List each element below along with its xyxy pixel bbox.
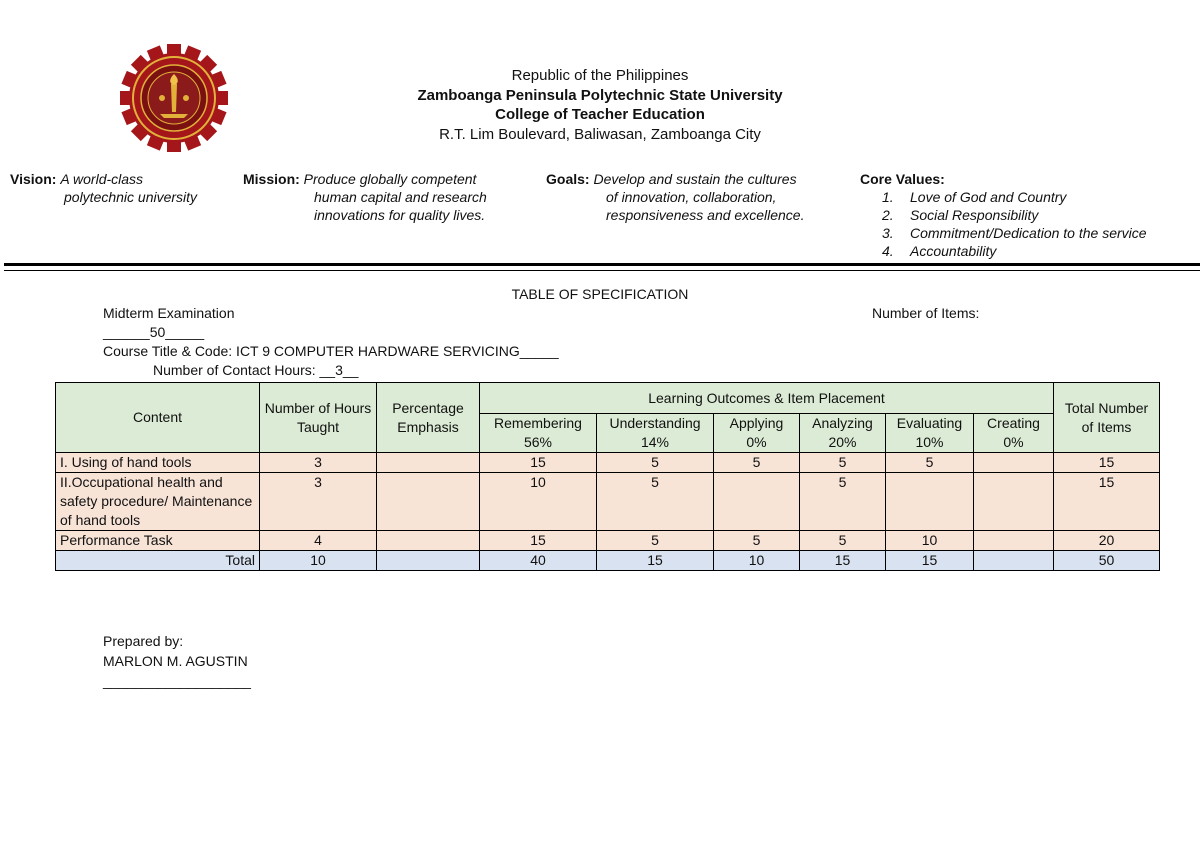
cell-hours: 4	[260, 531, 377, 551]
cell-app: 5	[714, 453, 800, 473]
total-ana: 15	[800, 551, 886, 571]
cell-pct	[377, 473, 480, 531]
header-total: Total Number of Items	[1054, 383, 1160, 453]
core-value-item: 2. Social Responsibility	[882, 207, 1039, 223]
cell-content: I. Using of hand tools	[56, 453, 260, 473]
total-rem: 40	[480, 551, 597, 571]
cell-eva: 10	[886, 531, 974, 551]
goals-line-3: responsiveness and excellence.	[606, 207, 805, 223]
total-items: 50	[1054, 551, 1160, 571]
header-level: Applying 0%	[714, 414, 800, 453]
address-line: R.T. Lim Boulevard, Baliwasan, Zamboanga City	[439, 125, 761, 143]
specification-table	[55, 382, 1160, 571]
items-value: ______50_____	[103, 324, 205, 340]
cell-ana: 5	[800, 453, 886, 473]
mission-label: Mission:	[243, 171, 300, 187]
cell-und: 5	[597, 453, 714, 473]
cell-rem: 10	[480, 473, 597, 531]
vision-label: Vision:	[10, 171, 57, 187]
goals-label: Goals:	[546, 171, 590, 187]
vision-line-1: A world-class	[60, 171, 144, 187]
cell-rem: 15	[480, 531, 597, 551]
goals-line-2: of innovation, collaboration,	[606, 189, 777, 205]
table-header-row	[56, 383, 1160, 414]
core-values-block	[860, 170, 1147, 260]
tos-title: TABLE OF SPECIFICATION	[511, 286, 689, 302]
total-pct	[377, 551, 480, 571]
cell-cre	[974, 473, 1054, 531]
mission-line-1: Produce globally competent	[303, 171, 477, 187]
table-row	[56, 453, 1160, 473]
college-name: College of Teacher Education	[495, 106, 705, 123]
mission-line-2: human capital and research	[314, 189, 487, 205]
header-divider-thin	[4, 270, 1200, 271]
vision-line-2: polytechnic university	[64, 189, 198, 205]
cell-cre	[974, 453, 1054, 473]
items-label: Number of Items:	[872, 305, 980, 321]
header-level: Evaluating 10%	[886, 414, 974, 453]
core-values-label: Core Values:	[860, 171, 945, 187]
course-title: Course Title & Code: ICT 9 COMPUTER HARDWARE SERVICING_____	[103, 343, 559, 359]
preparer-name: MARLON M. AGUSTIN	[103, 653, 248, 669]
university-seal-logo	[120, 44, 228, 152]
table-row	[56, 473, 1160, 531]
cell-pct	[377, 453, 480, 473]
cell-app	[714, 473, 800, 531]
goals-block	[546, 170, 804, 224]
mission-block	[243, 170, 487, 224]
header-content: Content	[56, 383, 260, 453]
table-total-row	[56, 551, 1160, 571]
core-values-list	[860, 188, 1147, 260]
cell-hours: 3	[260, 453, 377, 473]
core-value-item: 4. Accountability	[882, 243, 997, 259]
table-row	[56, 531, 1160, 551]
cell-app: 5	[714, 531, 800, 551]
signature-line: ___________________	[103, 673, 251, 689]
cell-und: 5	[597, 531, 714, 551]
total-cre	[974, 551, 1054, 571]
goals-line-1: Develop and sustain the cultures	[593, 171, 797, 187]
cell-eva: 5	[886, 453, 974, 473]
cell-total: 15	[1054, 473, 1160, 531]
header-hours: Number of Hours Taught	[260, 383, 377, 453]
total-eva: 15	[886, 551, 974, 571]
cell-total: 15	[1054, 453, 1160, 473]
total-app: 10	[714, 551, 800, 571]
total-hours: 10	[260, 551, 377, 571]
header-level: Analyzing 20%	[800, 414, 886, 453]
total-label: Total	[56, 551, 260, 571]
cell-ana: 5	[800, 531, 886, 551]
contact-hours: Number of Contact Hours: __3__	[153, 362, 359, 378]
exam-type: Midterm Examination	[103, 305, 235, 321]
institution-header	[300, 66, 900, 144]
cell-rem: 15	[480, 453, 597, 473]
cell-cre	[974, 531, 1054, 551]
vision-block	[10, 170, 197, 206]
republic-line: Republic of the Philippines	[511, 67, 689, 84]
cell-hours: 3	[260, 473, 377, 531]
header-level: Remembering 56%	[480, 414, 597, 453]
header-outcomes: Learning Outcomes & Item Placement	[480, 383, 1054, 414]
cell-pct	[377, 531, 480, 551]
header-level: Understanding 14%	[597, 414, 714, 453]
cell-ana: 5	[800, 473, 886, 531]
prepared-label: Prepared by:	[103, 633, 184, 649]
core-value-item: 3. Commitment/Dedication to the service	[882, 225, 1147, 241]
cell-total: 20	[1054, 531, 1160, 551]
header-divider-thick	[4, 263, 1200, 266]
core-value-item: 1. Love of God and Country	[882, 189, 1067, 205]
cell-und: 5	[597, 473, 714, 531]
mission-line-3: innovations for quality lives.	[314, 207, 486, 223]
cell-eva	[886, 473, 974, 531]
cell-content: II.Occupational health and safety procedure/ Maintenance of hand tools	[56, 473, 260, 531]
header-level: Creating 0%	[974, 414, 1054, 453]
header-percentage: Percentage Emphasis	[377, 383, 480, 453]
total-und: 15	[597, 551, 714, 571]
cell-content: Performance Task	[56, 531, 260, 551]
university-name: Zamboanga Peninsula Polytechnic State University	[417, 86, 783, 104]
